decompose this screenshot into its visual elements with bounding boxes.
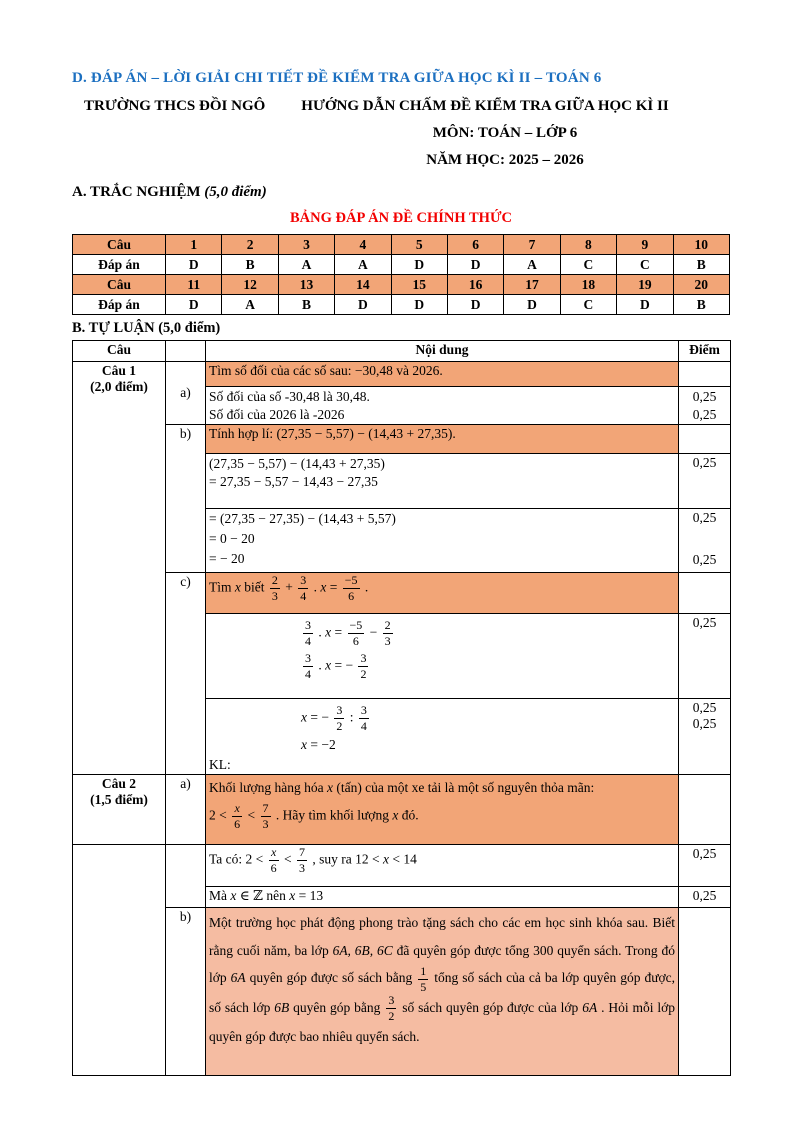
cau1-a-diem bbox=[679, 387, 731, 425]
mcq-cell: 11 bbox=[166, 275, 222, 295]
fraction: $\frac{3}{2}$ bbox=[360, 650, 367, 681]
cau1-b-work2 bbox=[206, 509, 679, 573]
cau2-a-statement-line1: Khối lượng hàng hóa x (tấn) của một xe tải là một số nguyên thỏa mãn: bbox=[209, 779, 595, 795]
mcq-cell: 17 bbox=[504, 275, 560, 295]
cau1-c-statement-diem bbox=[679, 573, 731, 614]
subject-line: MÔN: TOÁN – LỚP 6 bbox=[432, 125, 578, 141]
mcq-cell: A bbox=[222, 295, 278, 315]
section-b-heading: B. TỰ LUẬN (5,0 điểm) bbox=[72, 320, 221, 336]
cau2-a-answer1-row bbox=[73, 844, 731, 886]
mcq-cell: D bbox=[447, 295, 503, 315]
mcq-cell: D bbox=[617, 295, 673, 315]
score-value: 0,25 bbox=[692, 887, 717, 903]
mcq-cell: 15 bbox=[391, 275, 447, 295]
mcq-cell: 13 bbox=[278, 275, 334, 295]
mcq-cell: C bbox=[560, 255, 616, 275]
mcq-cell: 18 bbox=[560, 275, 616, 295]
essay-header-sub bbox=[166, 341, 206, 362]
mcq-cell: A bbox=[335, 255, 391, 275]
mcq-cell: 10 bbox=[673, 235, 729, 255]
score-value: 0,25 bbox=[692, 389, 717, 404]
fraction: $\frac{3}{2}$ bbox=[336, 703, 343, 733]
mcq-cell: 12 bbox=[222, 275, 278, 295]
mcq-cell: D bbox=[166, 295, 222, 315]
fraction: $\frac{-5}{6}$ bbox=[344, 573, 358, 603]
cau1-c-work1-diem bbox=[679, 614, 731, 699]
cau1-a-statement: Tìm số đối của các số sau: −30,48 và 2026. bbox=[206, 362, 679, 387]
fraction: $\frac{x}{6}$ bbox=[270, 844, 277, 875]
equation-line: = (27,35 − 27,35) − (14,43 + 5,57) bbox=[209, 511, 396, 526]
cau2-a-answer1: Ta có: 2 < $\frac{x}{6}$ < $\frac{7}{3}$ , suy ra 12 < x < 14 bbox=[206, 844, 679, 886]
cau1-b-work1 bbox=[206, 454, 679, 509]
school-name: TRƯỜNG THCS ĐỒI NGÔ bbox=[84, 98, 266, 114]
fraction: $\frac{3}{4}$ bbox=[305, 650, 311, 681]
cau2-a-statement-row bbox=[73, 774, 731, 844]
equation-line: = − 20 bbox=[209, 551, 245, 567]
fraction: $\frac{3}{4}$ bbox=[300, 573, 307, 603]
cau2-b-statement: Một trường học phát động phong trào tặng sách cho các em học sinh khóa sau. Biết rằng cuối năm, ba lớp 6A, 6B, 6C đã quyên góp được tổng 300 quyển sách. Trong đó lớp 6A quyên góp được số sách bằng $\frac{1}{5}$ tổng số sách của cả ba lớp quyên góp được, số sách lớp 6B quyên góp bằng $\frac{3}{2}$ số sách quyên góp được của lớp 6A . Hỏi mỗi lớp quyên góp được bao nhiêu quyển sách. bbox=[206, 907, 679, 1075]
mcq-cell: 6 bbox=[447, 235, 503, 255]
cau1-b-statement-diem bbox=[679, 425, 731, 454]
mcq-cell: B bbox=[278, 295, 334, 315]
essay-header-row bbox=[73, 341, 731, 362]
mcq-row-label: Đáp án bbox=[73, 295, 166, 315]
fraction: $\frac{2}{3}$ bbox=[384, 618, 391, 648]
fraction: $\frac{x}{6}$ bbox=[234, 801, 241, 832]
cau2-a-answer2-diem bbox=[679, 886, 731, 907]
cau1-a-statement-diem bbox=[679, 362, 731, 387]
score-value: 0,25 bbox=[692, 455, 717, 470]
mcq-cell: 19 bbox=[617, 275, 673, 295]
essay-header-diem: Điểm bbox=[679, 341, 731, 362]
cau1-points: (2,0 điểm) bbox=[90, 379, 148, 394]
mcq-row bbox=[73, 295, 730, 315]
essay-header-noidung: Nội dung bbox=[206, 341, 679, 362]
mcq-cell: A bbox=[504, 255, 560, 275]
cau2-empty-cau-cell bbox=[73, 844, 166, 1075]
score-value: 0,25 bbox=[692, 700, 717, 715]
mcq-cell: 7 bbox=[504, 235, 560, 255]
cau1-a-label: a) bbox=[166, 362, 206, 425]
fraction: $\frac{-5}{6}$ bbox=[349, 618, 363, 648]
mcq-cell: 2 bbox=[222, 235, 278, 255]
school-year-line: NĂM HỌC: 2025 – 2026 bbox=[426, 152, 584, 168]
cau1-label-cell bbox=[73, 362, 166, 775]
equation-line: = 0 − 20 bbox=[209, 531, 255, 547]
score-value: 0,25 bbox=[692, 510, 717, 525]
grading-guide-title: HƯỚNG DẪN CHẤM ĐỀ KIỂM TRA GIỮA HỌC KÌ II bbox=[301, 98, 669, 114]
mcq-row bbox=[73, 275, 730, 295]
mcq-row bbox=[73, 255, 730, 275]
fraction: $\frac{1}{5}$ bbox=[420, 963, 427, 994]
document-title: D. ĐÁP ÁN – LỜI GIẢI CHI TIẾT ĐỀ KIỂM TRA GIỮA HỌC KÌ II – TOÁN 6 bbox=[72, 70, 602, 86]
mcq-cell: A bbox=[278, 255, 334, 275]
mcq-cell: 5 bbox=[391, 235, 447, 255]
fraction: $\frac{7}{3}$ bbox=[299, 844, 306, 875]
cau1-c-conclusion: KL: bbox=[209, 756, 231, 772]
cau2-a-statement-diem bbox=[679, 774, 731, 844]
mcq-cell: B bbox=[222, 255, 278, 275]
mcq-cell: D bbox=[391, 295, 447, 315]
equation-line: (27,35 − 5,57) − (14,43 + 27,35) bbox=[209, 456, 385, 471]
cau1-c-work2 bbox=[206, 699, 679, 775]
mcq-cell: 4 bbox=[335, 235, 391, 255]
cau2-a-answer1-diem bbox=[679, 844, 731, 886]
cau2-a-answer2: Mà x ∈ ℤ nên x = 13 bbox=[206, 886, 679, 907]
mcq-row bbox=[73, 235, 730, 255]
mcq-cell: D bbox=[447, 255, 503, 275]
mcq-answer-table-title: BẢNG ĐÁP ÁN ĐỀ CHÍNH THỨC bbox=[290, 210, 512, 226]
essay-header-cau: Câu bbox=[73, 341, 166, 362]
equation-line: x = −2 bbox=[301, 736, 336, 752]
cau1-b-work1-diem bbox=[679, 454, 731, 509]
fraction: $\frac{3}{2}$ bbox=[388, 993, 395, 1024]
cau1-b-work2-diem bbox=[679, 509, 731, 573]
mcq-cell: D bbox=[391, 255, 447, 275]
header-line-school bbox=[72, 98, 730, 115]
mcq-cell: B bbox=[673, 295, 729, 315]
mcq-cell: 9 bbox=[617, 235, 673, 255]
cau2-a-statement-line2: 2 < $\frac{x}{6}$ < $\frac{7}{3}$ . Hãy tìm khối lượng x đó. bbox=[209, 801, 419, 832]
mcq-cell: D bbox=[166, 255, 222, 275]
score-value: 0,25 bbox=[692, 552, 717, 567]
equation-line: x = − $\frac{3}{2}$ : $\frac{3}{4}$ bbox=[301, 703, 367, 733]
cau1-c-work1 bbox=[206, 614, 679, 699]
cau2-b-statement-diem bbox=[679, 907, 731, 1075]
fraction: $\frac{3}{4}$ bbox=[360, 703, 367, 733]
fraction: $\frac{3}{4}$ bbox=[305, 618, 311, 648]
mcq-cell: C bbox=[617, 255, 673, 275]
cau2-b-statement-row bbox=[73, 907, 731, 1075]
cau1-b-label: b) bbox=[166, 425, 206, 573]
cau1-c-label: c) bbox=[166, 573, 206, 775]
cau2-label: Câu 2 bbox=[101, 775, 137, 791]
cau2-points: (1,5 điểm) bbox=[90, 791, 148, 807]
fraction: $\frac{2}{3}$ bbox=[271, 573, 278, 603]
essay-table bbox=[72, 340, 731, 1076]
cau1-a-answer bbox=[206, 387, 679, 425]
cau2-empty-sub-cell bbox=[166, 844, 206, 907]
mcq-cell: 1 bbox=[166, 235, 222, 255]
cau1-a-answer-line1: Số đối của số -30,48 là 30,48. bbox=[209, 389, 370, 404]
mcq-cell: D bbox=[504, 295, 560, 315]
mcq-cell: 14 bbox=[335, 275, 391, 295]
cau1-c-statement: Tìm x biết $\frac{2}{3}$ + $\frac{3}{4}$ . x = $\frac{-5}{6}$ . bbox=[206, 573, 679, 614]
mcq-cell: D bbox=[335, 295, 391, 315]
mcq-cell: 3 bbox=[278, 235, 334, 255]
mcq-cell: C bbox=[560, 295, 616, 315]
mcq-answer-table bbox=[72, 234, 730, 315]
cau2-label-cell bbox=[73, 774, 166, 844]
section-a-heading bbox=[72, 184, 730, 201]
equation-line: $\frac{3}{4}$ . x = − $\frac{3}{2}$ bbox=[305, 650, 367, 681]
mcq-cell: 16 bbox=[447, 275, 503, 295]
cau1-b-statement-row bbox=[73, 425, 731, 454]
score-value: 0,25 bbox=[692, 406, 717, 422]
mcq-row-label: Đáp án bbox=[73, 255, 166, 275]
cau2-a-statement bbox=[206, 774, 679, 844]
cau1-a-answer-line2: Số đối của 2026 là -2026 bbox=[209, 406, 345, 422]
cau1-c-statement-row bbox=[73, 573, 731, 614]
section-a-label: A. TRẮC NGHIỆM bbox=[72, 184, 201, 200]
equation-line: $\frac{3}{4}$ . x = $\frac{-5}{6}$ − $\frac{2}{3}$ bbox=[305, 618, 391, 648]
mcq-row-label: Câu bbox=[73, 235, 166, 255]
equation-line: = 27,35 − 5,57 − 14,43 − 27,35 bbox=[209, 474, 378, 490]
cau1-c-work2-diem bbox=[679, 699, 731, 775]
fraction: $\frac{7}{3}$ bbox=[262, 801, 269, 832]
score-value: 0,25 bbox=[692, 716, 717, 731]
mcq-cell: B bbox=[673, 255, 729, 275]
cau1-label: Câu 1 bbox=[101, 363, 137, 378]
section-a-points: (5,0 điểm) bbox=[204, 184, 267, 200]
score-value: 0,25 bbox=[692, 845, 717, 861]
mcq-row-label: Câu bbox=[73, 275, 166, 295]
cau2-a-label: a) bbox=[166, 774, 206, 844]
score-value: 0,25 bbox=[692, 615, 717, 630]
cau2-b-label: b) bbox=[166, 907, 206, 1075]
mcq-cell: 20 bbox=[673, 275, 729, 295]
cau1-b-statement: Tính hợp lí: (27,35 − 5,57) − (14,43 + 27,35). bbox=[206, 425, 679, 454]
cau1-a-statement-row bbox=[73, 362, 731, 387]
mcq-cell: 8 bbox=[560, 235, 616, 255]
